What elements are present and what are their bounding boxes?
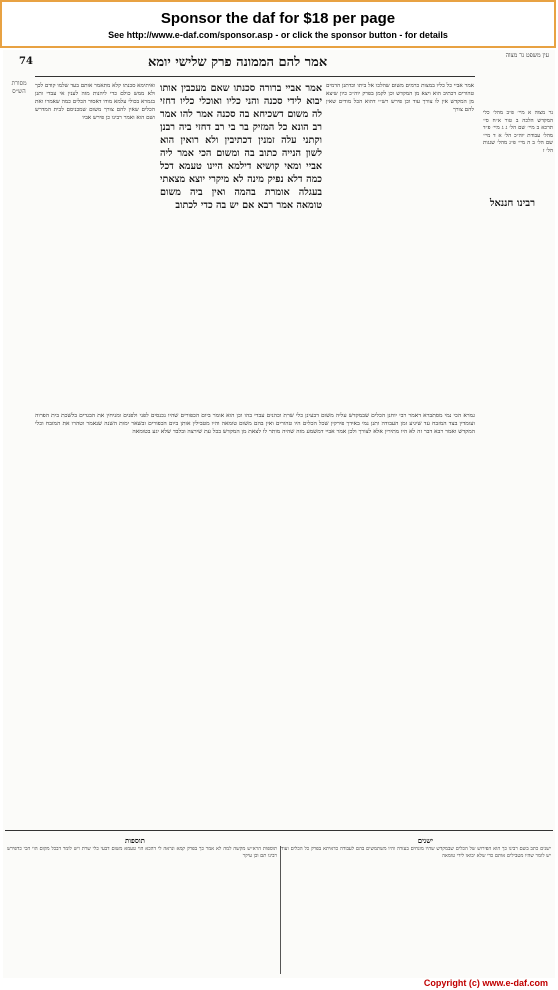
sponsor-title[interactable]: Sponsor the daf for $18 per page <box>160 10 396 27</box>
continued-commentary: גמרא הכי נמי מסתברא דאמר רבי יוחנן הכלים שבמקדש עליה משום דבעינן כלי שרת וכהנים עבדי בהו וכן הוא אומר ביום הכפורים שהיו נכנסים לפני ולפנים ומניחין את הבגדים בלשכת בית הפרוה ועומדין בצד המזבח עד שיגיע זמן העבודה ותנן נמי באידך פירקין שכל הכלים היו טהורים ואין בהם משום טומאה והיו מטבילין אותן ביום הכפורים ובשאר ימות השנה שנאמר וטהרו את המזבח וכלי המקדש ואמר רבא דבר זה לא היו מתירין אלא לצורך ולכן אמר אביי דמשמע מזה שהיה מותר לו לצאת מן המקדש בכל עת שירצה ובלבד שלא יגע בטומאה <box>35 413 475 436</box>
page-number: 74 <box>19 56 33 67</box>
header-divider <box>35 76 475 77</box>
rabbeinu-chananel-heading: רבינו חננאל <box>489 198 535 209</box>
tosafot-heading: תוספות <box>125 836 145 845</box>
tosafot-rosh-text: תוספות הרא״ש מקשה למה לא אמר כך בפרק קמא ונראה לי דהכא הוי טעמא משום דבעי כלי שרת ויש לומר דבכל מקום הוי הכי כדפירש רבינו תם וכן עיקר <box>7 846 277 859</box>
talmud-page <box>3 50 555 978</box>
main-text: אמר אביי ברורה סכנתו שאם מעכבין אותו יבוא לידי סכנה והני כליו ואוכלי כליו דחזי לה משום דשכיחא בה סכנה אמר להו אמר רב הונא כל המזיק בר בי רב דחזי ביה רבנן וקתני עלה זמנין דכתיבין ולא רואין הוא לשון הנייה כתוב בה ומשום הכי אמר ליה אביי ומאי קושיא דילמא היינו טעמא דכל כמה דלא נפיק מינה לא מיקרי יוצא מצאתי בעגלה אומרת בהמה ואין ביה משום טומאה אמר רבא אם יש בה כדי לכתוב <box>160 83 322 211</box>
sponsor-subtitle: See http://www.e-daf.com/sponsor.asp - or click the sponsor button - for details <box>108 30 448 40</box>
copyright-link[interactable]: Copyright (c) www.e-daf.com <box>423 978 548 988</box>
bottom-section <box>5 836 553 976</box>
bottom-divider <box>5 830 553 831</box>
page-header: אמר להם הממונה פרק שלישי יומא <box>148 55 328 70</box>
yeshanim-heading: ישנים <box>417 836 433 845</box>
ein-mishpat-header: עין משפט נר מצוה <box>505 52 549 59</box>
yeshanim-text: ישנים כתב בשם רבינו כך הוא הפירוש של הכלים שבמקדש שהיו מונחים בעזרה והיו משתמשים בהם לעבודה כדאיתא בפרק כל הכלים ועוד יש לומר שהיו מטבילים אותם כדי שלא יבואו לידי טומאה <box>281 846 551 859</box>
sponsor-banner[interactable] <box>0 0 556 48</box>
masoret-hashas-label: מסורת הש״ס <box>11 80 27 95</box>
bottom-column-divider <box>280 846 281 974</box>
gutter-notes: נר מצוה א מיי׳ פ״ב מהל׳ כלי המקדש הלכה ב טור א״ח סי׳ תרכא ב מיי׳ שם הל׳ ג ג מיי׳ פ״ד מהל׳ עבודת יוה״כ הל׳ א ד מיי׳ שם הל׳ ב ה מיי׳ פ״ג מהל׳ שגגות הל׳ ז <box>483 110 553 154</box>
tosafot-commentary: אמר אביי כל כליו במצות כרמים משום שהלכו אל ביתו וכדתנן הדמים טהורים דכתיב הוא ויצא מן המקדש וכן לקמן בפרק יוה״כ כיון שיצא מן המקדש אין לו צורך עוד וכן פירש רש״י דהוא הכל מודים שאין להם צורך <box>326 83 474 113</box>
rashi-commentary: ואיתימא סכנתו קלא מתאמר אותם בעד שלמו קודם לכך ולא ממש כולם כדי ליהנות מזה לענין אי עבדי ותנן בגמרא בכולי עלמא מודו דאסור הכלים כמה שאמרו ואת הכלים שאין להם צורך משום שמכניסם לבית המדרש ושם הוא ואמר רבינו כן פירש אביו <box>35 83 155 121</box>
